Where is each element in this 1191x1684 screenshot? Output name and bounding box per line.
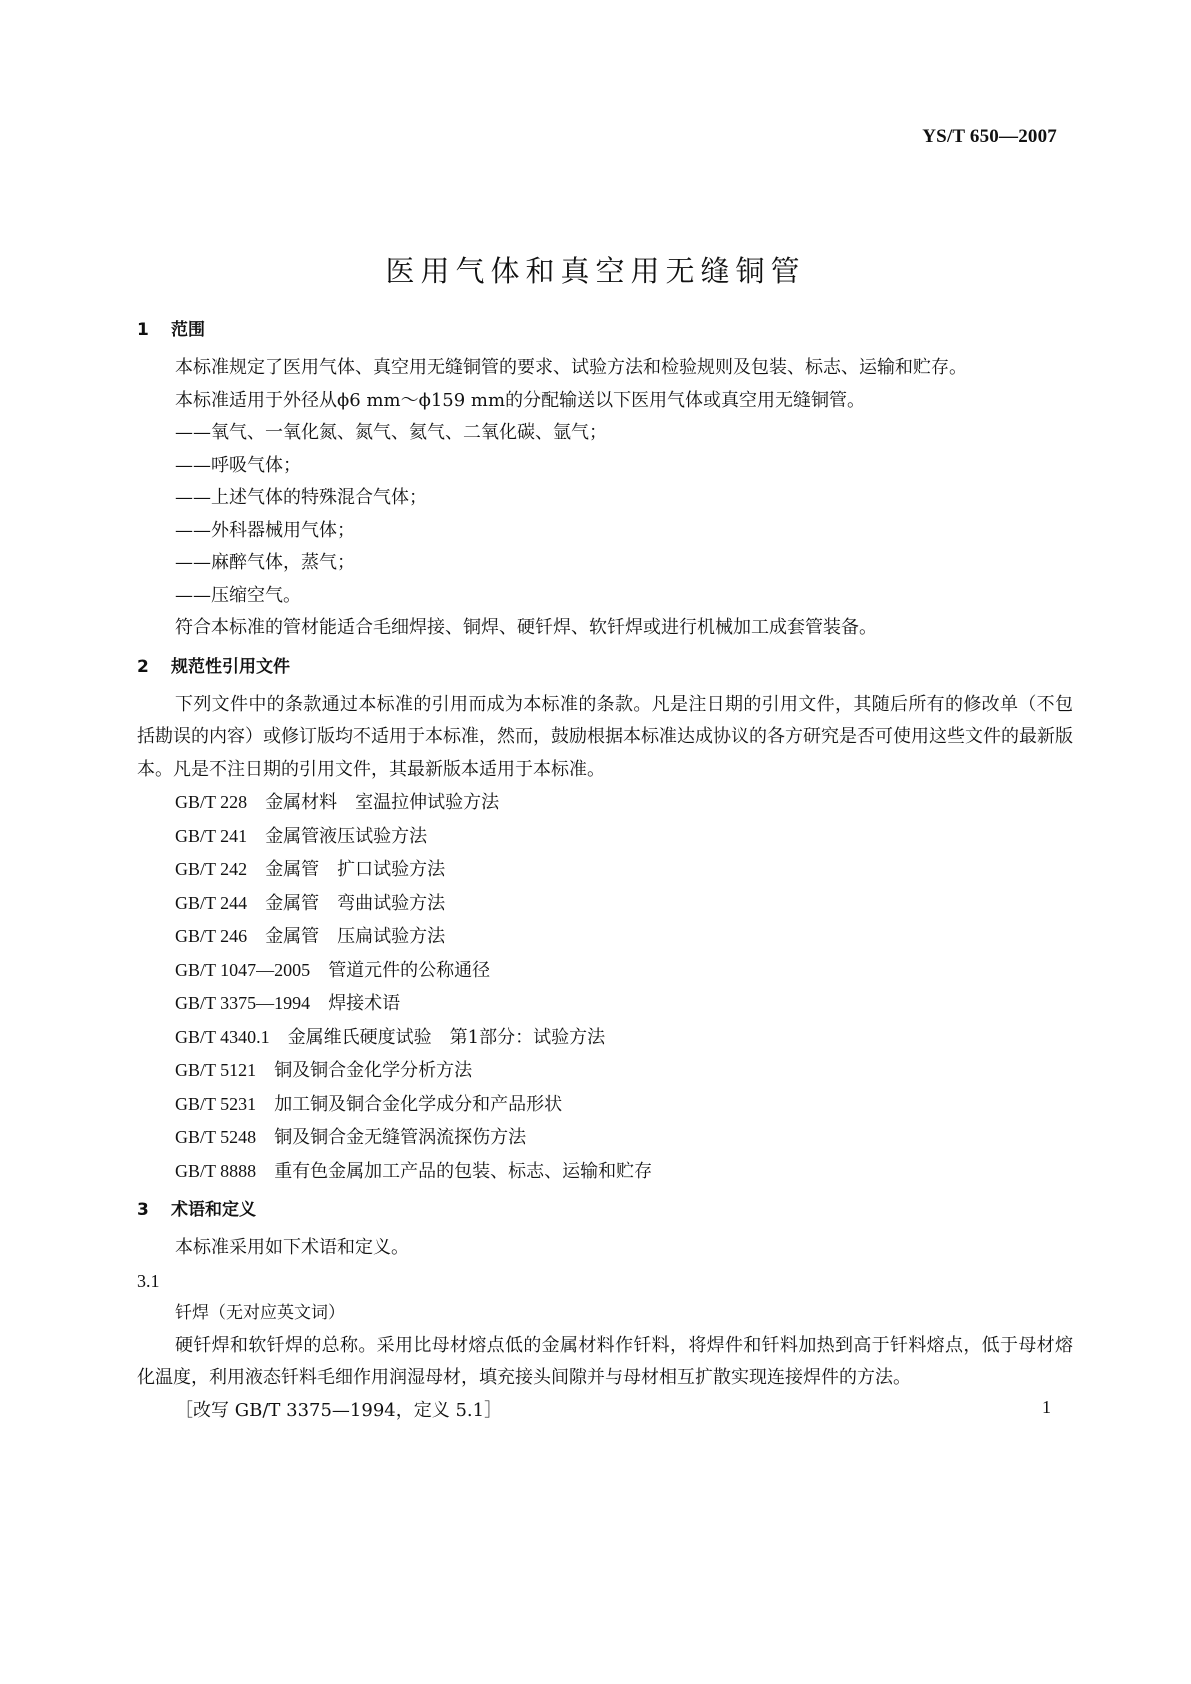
reference-title: 加工铜及铜合金化学成分和产品形状: [274, 1093, 563, 1115]
reference-item: [137, 887, 1073, 921]
section-number: 3: [137, 1200, 149, 1220]
reference-title: 管道元件的公称通径: [328, 959, 491, 981]
section-title: 范围: [171, 320, 205, 340]
terms-intro: 本标准采用如下术语和定义。: [175, 1237, 409, 1258]
reference-title: 金属管 扩口试验方法: [265, 859, 446, 880]
section-title: 规范性引用文件: [171, 656, 290, 677]
gas-list-item: ——氧气、一氧化氮、氮气、氦气、二氧化碳、氩气；: [175, 422, 607, 443]
reference-title: 金属材料 室温拉伸试验方法: [265, 792, 500, 813]
reference-code: GB/T 5231: [175, 1093, 257, 1114]
term-definition: 硬钎焊和软钎焊的总称。采用比母材熔点低的金属材料作钎料，将焊件和钎料加热到高于钎料熔点，低于母材熔化温度，利用液态钎料毛细作用润湿母材，填充接头间隙并与母材相互扩散实现连接焊件的方法。: [137, 1334, 1073, 1388]
section-heading-terms: [137, 1194, 1073, 1226]
gas-list-item: ——麻醉气体，蒸气；: [175, 552, 355, 573]
reference-item: [137, 920, 1073, 954]
reference-title: 铜及铜合金化学分析方法: [274, 1060, 473, 1081]
references-intro: 下列文件中的条款通过本标准的引用而成为本标准的条款。凡是注日期的引用文件，其随后所有的修改单（不包括勘误的内容）或修订版均不适用于本标准，然而，鼓励根据本标准达成协议的各方研究是否可使用这些文件的最新版本。凡是不注日期的引用文件，其最新版本适用于本标准。: [137, 693, 1073, 780]
reference-item: [137, 987, 1073, 1021]
reference-code: GB/T 241: [175, 825, 248, 846]
reference-title: 金属管 弯曲试验方法: [265, 892, 446, 914]
scope-paragraph-3: 符合本标准的管材能适合毛细焊接、铜焊、硬钎焊、软钎焊或进行机械加工成套管装备。: [175, 617, 877, 638]
reference-item: [137, 820, 1073, 854]
document-title: 医用气体和真空用无缝铜管: [385, 254, 806, 289]
standard-code: YS/T 650—2007: [922, 126, 1057, 147]
reference-code: GB/T 1047—2005: [175, 959, 311, 980]
section-number: 1: [137, 320, 149, 340]
gas-list-item: ——压缩空气。: [175, 584, 301, 606]
reference-title: 金属维氏硬度试验 第1部分：试验方法: [287, 1026, 606, 1048]
scope-paragraph-2: 本标准适用于外径从ϕ6 mm～ϕ159 mm的分配输送以下医用气体或真空用无缝铜管。: [175, 389, 866, 411]
reference-code: GB/T 246: [175, 926, 248, 946]
reference-item: [137, 1155, 1073, 1189]
reference-item: [137, 786, 1073, 820]
section-heading-scope: [137, 314, 1073, 346]
reference-code: GB/T 5248: [175, 1127, 257, 1147]
reference-code: GB/T 5121: [175, 1060, 257, 1080]
reference-title: 金属管 压扁试验方法: [265, 926, 446, 947]
reference-code: GB/T 4340.1: [175, 1026, 270, 1047]
term-source: ［改写 GB/T 3375—1994，定义 5.1］: [175, 1399, 503, 1421]
section-heading-normative-references: [137, 651, 1073, 683]
gas-list-item: ——外科器械用气体；: [175, 519, 355, 541]
reference-item: [137, 1054, 1073, 1088]
scope-paragraph-1: 本标准规定了医用气体、真空用无缝铜管的要求、试验方法和检验规则及包装、标志、运输和贮存。: [175, 357, 967, 378]
reference-code: GB/T 3375—1994: [175, 993, 311, 1013]
reference-title: 焊接术语: [328, 993, 401, 1014]
reference-item: [137, 1121, 1073, 1155]
document-body: [137, 314, 1073, 1427]
section-number: 2: [137, 656, 149, 677]
reference-title: 重有色金属加工产品的包装、标志、运输和贮存: [274, 1160, 653, 1182]
section-title: 术语和定义: [171, 1200, 256, 1220]
reference-code: GB/T 244: [175, 892, 248, 913]
reference-item: [137, 1021, 1073, 1055]
reference-title: 铜及铜合金无缝管涡流探伤方法: [274, 1127, 527, 1148]
reference-item: [137, 954, 1073, 988]
reference-code: GB/T 8888: [175, 1160, 257, 1181]
reference-code: GB/T 242: [175, 859, 248, 879]
reference-item: [137, 853, 1073, 887]
reference-title: 金属管液压试验方法: [265, 825, 428, 847]
term-name: 钎焊（无对应英文词）: [175, 1303, 345, 1323]
page-number: 1: [1042, 1397, 1051, 1417]
gas-list-item: ——上述气体的特殊混合气体；: [175, 487, 427, 508]
term-number: 3.1: [137, 1270, 160, 1291]
reference-code: GB/T 228: [175, 792, 248, 812]
gas-list-item: ——呼吸气体；: [175, 454, 301, 476]
reference-item: [137, 1088, 1073, 1122]
